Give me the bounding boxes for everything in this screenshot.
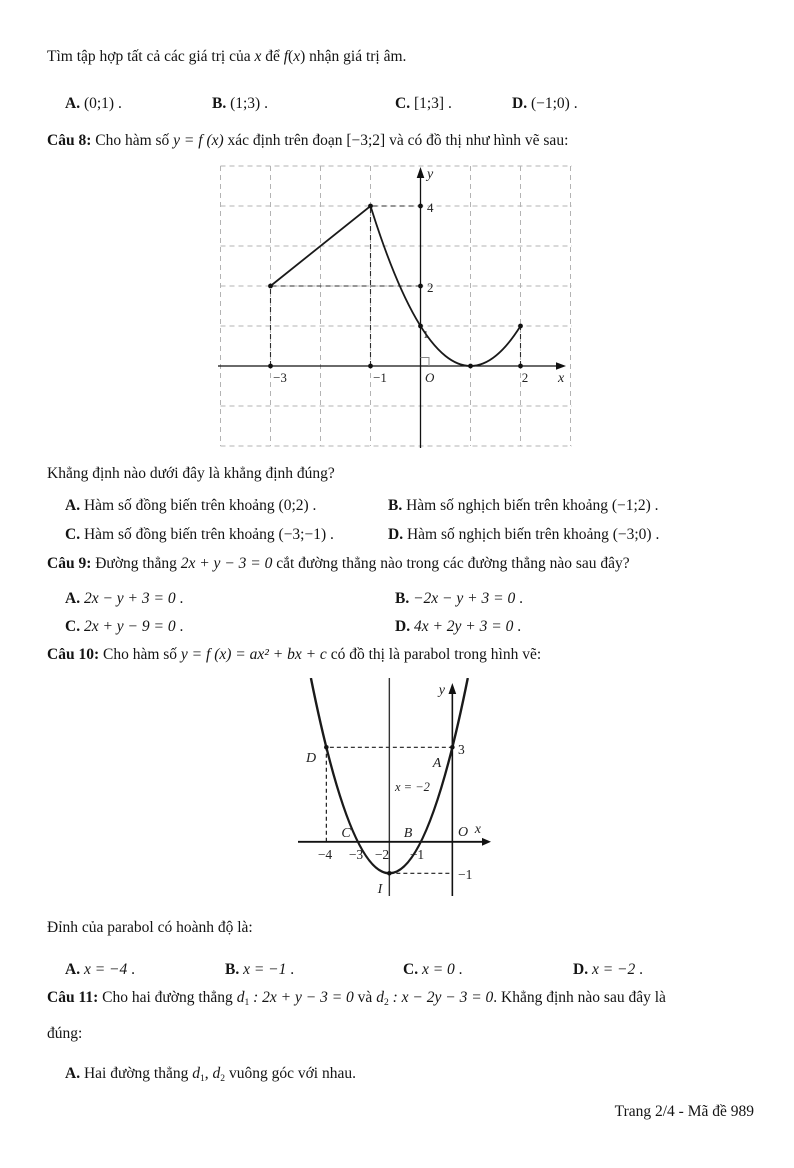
q10-options-row: [47, 959, 754, 980]
option-q8-d: D. Hàm số nghịch biến trên khoảng (−3;0) .: [388, 526, 660, 544]
right-angle-marker: [421, 358, 430, 367]
ytick-2: 2: [427, 280, 434, 296]
option-q9-a: A. 2x − y + 3 = 0 .: [65, 590, 184, 607]
y-axis-arrow-icon: [449, 683, 457, 694]
x-axis-arrow-icon: [556, 362, 566, 370]
option-q9-d: D. 4x + 2y + 3 = 0 .: [395, 618, 522, 636]
ytick-4: 4: [427, 200, 434, 216]
point-A-label: A: [432, 756, 442, 772]
option-q7-d: D. (−1;0) .: [512, 95, 578, 113]
q8-graph-svg: [218, 164, 580, 450]
vertex-I-label: I: [377, 882, 383, 898]
exam-page: [0, 46, 794, 1122]
q7-stem: Tìm tập hợp tất cả các giá trị của x để f(x) nhận giá trị âm.: [47, 48, 407, 65]
q11-stem: Câu 11: Cho hai đường thẳng $d_1$ : 2x + y − 3 = 0 và $d_2$ : x − 2y − 3 = 0. Khẳng định nào sau đây là: [47, 989, 666, 1009]
option-q10-c: C. x = 0 .: [403, 960, 463, 978]
xtick-m2: −2: [374, 847, 390, 863]
q9-stem: Câu 9: Đường thẳng 2x + y − 3 = 0 cắt đường thẳng nào trong các đường thẳng nào sau đây?: [47, 554, 630, 572]
grid-lines: [221, 166, 573, 446]
q10-subquestion: Đỉnh của parabol có hoành độ là:: [47, 918, 253, 936]
q9-options-row-1: [47, 588, 754, 609]
xtick-m4: −4: [317, 847, 333, 863]
q8-stem: Câu 8: Cho hàm số y = f (x) xác định trên đoạn [−3;2] và có đồ thị như hình vẽ sau:: [47, 131, 569, 149]
ytick-1: 1: [423, 329, 429, 342]
x-axis-label: x: [558, 371, 565, 387]
q9-options-row-2: [47, 616, 754, 637]
x-axis-label: x: [474, 822, 481, 838]
xtick-m1: −1: [373, 370, 387, 386]
q10-graph-figure: [298, 678, 494, 903]
option-q7-c: C. [1;3] .: [395, 95, 452, 113]
symmetry-equation-label: x = −2: [395, 780, 430, 795]
point-B-label: B: [403, 826, 413, 842]
option-q10-d: D. x = −2 .: [573, 960, 644, 978]
y-axis-label: y: [427, 167, 434, 183]
origin-label: O: [458, 825, 469, 841]
y-axis-label: y: [438, 683, 445, 699]
origin-label: O: [425, 370, 435, 386]
q7-options-row: [47, 93, 754, 114]
q8-options-row-2: [47, 524, 754, 545]
xtick-m3: −3: [273, 370, 287, 386]
option-q8-b: B. Hàm số nghịch biến trên khoảng (−1;2) .: [388, 496, 659, 514]
q8-options-row-1: [47, 495, 754, 516]
ytick-3: 3: [458, 742, 465, 758]
option-q8-a: A. Hàm số đồng biến trên khoảng (0;2) .: [65, 496, 317, 514]
xtick-2: 2: [521, 370, 529, 386]
option-q11-a: A. Hai đường thẳng $d_1$, $d_2$ vuông góc với nhau.: [65, 1064, 356, 1084]
point-C-label: C: [341, 826, 351, 842]
page-footer: Trang 2/4 - Mã đề 989: [614, 1102, 754, 1120]
xtick-m1: −1: [409, 847, 425, 863]
xtick-m3: −3: [348, 847, 364, 863]
q8-subquestion: Khẳng định nào dưới đây là khẳng định đúng?: [47, 464, 335, 482]
option-q7-a: A. (0;1) .: [65, 95, 122, 113]
option-q8-c: C. Hàm số đồng biến trên khoảng (−3;−1) .: [65, 526, 334, 544]
option-q10-a: A. x = −4 .: [65, 960, 136, 978]
option-q7-b: B. (1;3) .: [212, 95, 268, 113]
option-q9-c: C. 2x + y − 9 = 0 .: [65, 618, 184, 636]
q11-stem-continuation: đúng:: [47, 1025, 83, 1043]
q10-stem: Câu 10: Cho hàm số y = f (x) = ax² + bx + c có đồ thị là parabol trong hình vẽ:: [47, 645, 542, 663]
y-axis-arrow-icon: [417, 167, 425, 178]
q8-graph-figure: [218, 164, 580, 456]
option-q10-b: B. x = −1 .: [225, 960, 295, 978]
x-axis-arrow-icon: [482, 838, 491, 846]
point-D-label: D: [306, 751, 317, 767]
ytick-m1: −1: [458, 867, 473, 883]
q10-graph-svg: [298, 678, 494, 897]
option-q9-b: B. −2x − y + 3 = 0 .: [395, 590, 523, 607]
